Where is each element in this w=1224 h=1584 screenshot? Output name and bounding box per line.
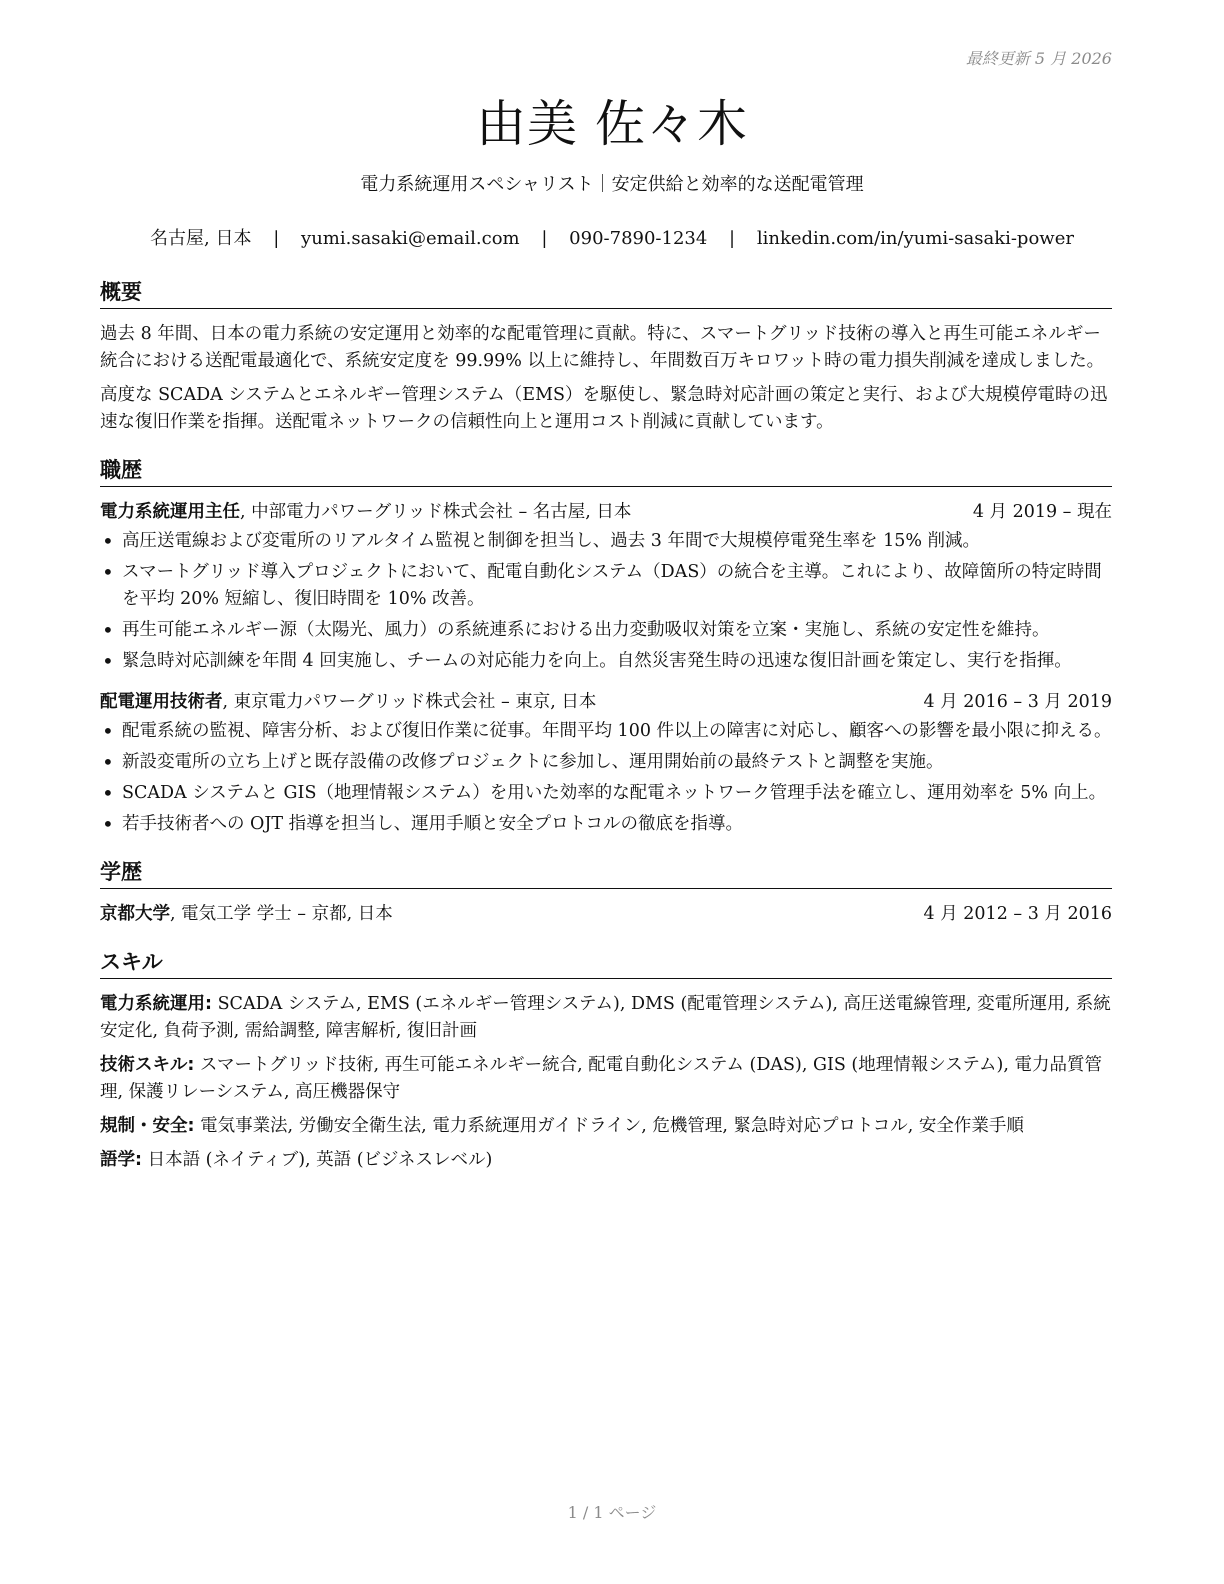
summary-paragraph: 高度な SCADA システムとエネルギー管理システム（EMS）を駆使し、緊急時対応計画の策定と実行、および大規模停電時の迅速な復旧作業を指揮。送配電ネットワークの信頼性向上と運用コスト削減に貢献しています。	[100, 385, 1108, 432]
job-bullet: • SCADA システムと GIS（地理情報システム）を用いた効率的な配電ネットワーク管理手法を確立し、運用効率を 5% 向上。	[100, 780, 1112, 807]
job-bullet: • スマートグリッド導入プロジェクトにおいて、配電自動化システム（DAS）の統合を主導。これにより、故障箇所の特定時間を平均 20% 短縮し、復旧時間を 10% 改善。	[100, 559, 1112, 613]
job-bullet: • 若手技術者への OJT 指導を担当し、運用手順と安全プロトコルの徹底を指導。	[100, 811, 1112, 838]
tagline: 電力系統運用スペシャリスト｜安定供給と効率的な送配電管理	[360, 174, 864, 195]
experience-section	[100, 454, 1112, 838]
job-bullet: • 緊急時対応訓練を年間 4 回実施し、チームの対応能力を向上。自然災害発生時の迅速な復旧計画を策定し、実行を指揮。	[100, 648, 1112, 675]
skill-text: 電気事業法, 労働安全衛生法, 電力系統運用ガイドライン, 危機管理, 緊急時対応プロトコル, 安全作業手順	[194, 1116, 1024, 1136]
job-bullet: • 配電系統の監視、障害分析、および復旧作業に従事。年間平均 100 件以上の障害に対応し、顧客への影響を最小限に抑える。	[100, 718, 1112, 745]
summary-section	[100, 276, 1112, 436]
contact-separator: |	[273, 228, 280, 249]
job-bullet: • 再生可能エネルギー源（太陽光、風力）の系統連系における出力変動吸収対策を立案・実施し、系統の安定性を維持。	[100, 617, 1112, 644]
job-role: 配電運用技術者	[100, 692, 223, 712]
skill-label: 語学:	[100, 1150, 142, 1170]
section-title-education: 学歴	[100, 856, 1112, 889]
job-bullets	[100, 528, 1112, 675]
skill-text: 日本語 (ネイティブ), 英語 (ビジネスレベル)	[142, 1150, 493, 1170]
job-entry	[100, 499, 1112, 675]
job-header	[100, 499, 1112, 526]
job-role: 電力系統運用主任	[100, 502, 240, 522]
skill-label: 技術スキル:	[100, 1055, 195, 1075]
skill-text: スマートグリッド技術, 再生可能エネルギー統合, 配電自動化システム (DAS), GIS (地理情報システム), 電力品質管理, 保護リレーシステム, 高圧機器保守	[100, 1055, 1102, 1102]
contact-line	[0, 224, 1224, 250]
job-bullet: • 高圧送電線および変電所のリアルタイム監視と制御を担当し、過去 3 年間で大規模停電発生率を 15% 削減。	[100, 528, 1112, 555]
person-name: 由美 佐々木	[476, 95, 748, 153]
contact-linkedin[interactable]: linkedin.com/in/yumi-sasaki-power	[756, 228, 1074, 249]
job-bullets	[100, 718, 1112, 838]
education-school: 京都大学	[100, 904, 170, 924]
job-entry	[100, 689, 1112, 838]
job-dates: 4 月 2019 – 現在	[972, 502, 1112, 522]
contact-phone: 090-7890-1234	[569, 228, 708, 249]
skills-section	[100, 946, 1112, 1174]
education-entry	[100, 901, 1112, 928]
resume-content	[100, 276, 1112, 1181]
job-org: , 東京電力パワーグリッド株式会社 – 東京, 日本	[222, 692, 597, 712]
summary-paragraph: 過去 8 年間、日本の電力系統の安定運用と効率的な配電管理に貢献。特に、スマートグリッド技術の導入と再生可能エネルギー統合における送配電最適化で、系統安定度を 99.99% 以上に維持し、年間数百万キロワット時の電力損失削減を達成しました。	[100, 324, 1105, 371]
skill-row	[100, 1147, 1112, 1174]
skill-label: 電力系統運用:	[100, 994, 212, 1014]
page-number: 1 / 1 ページ	[567, 1503, 657, 1522]
job-org: , 中部電力パワーグリッド株式会社 – 名古屋, 日本	[240, 502, 632, 522]
skill-row	[100, 1113, 1112, 1140]
contact-location: 名古屋, 日本	[150, 228, 252, 249]
section-title-summary: 概要	[100, 276, 1112, 309]
skill-text: SCADA システム, EMS (エネルギー管理システム), DMS (配電管理システム), 高圧送電線管理, 変電所運用, 系統安定化, 負荷予測, 需給調整, 障害解析, 復旧計画	[100, 994, 1111, 1041]
contact-email[interactable]: yumi.sasaki@email.com	[301, 228, 520, 249]
skill-label: 規制・安全:	[100, 1116, 195, 1136]
education-section	[100, 856, 1112, 928]
last-updated: 最終更新 5 月 2026	[965, 49, 1112, 68]
contact-separator: |	[729, 228, 736, 249]
job-bullet: • 新設変電所の立ち上げと既存設備の改修プロジェクトに参加し、運用開始前の最終テストと調整を実施。	[100, 749, 1112, 776]
job-dates: 4 月 2016 – 3 月 2019	[923, 692, 1112, 712]
section-title-skills: スキル	[100, 946, 1112, 979]
education-detail: , 電気工学 学士 – 京都, 日本	[170, 904, 393, 924]
job-header	[100, 689, 1112, 716]
section-title-experience: 職歴	[100, 454, 1112, 487]
contact-separator: |	[541, 228, 548, 249]
education-dates: 4 月 2012 – 3 月 2016	[923, 904, 1112, 924]
skill-row	[100, 991, 1112, 1045]
skill-row	[100, 1052, 1112, 1106]
